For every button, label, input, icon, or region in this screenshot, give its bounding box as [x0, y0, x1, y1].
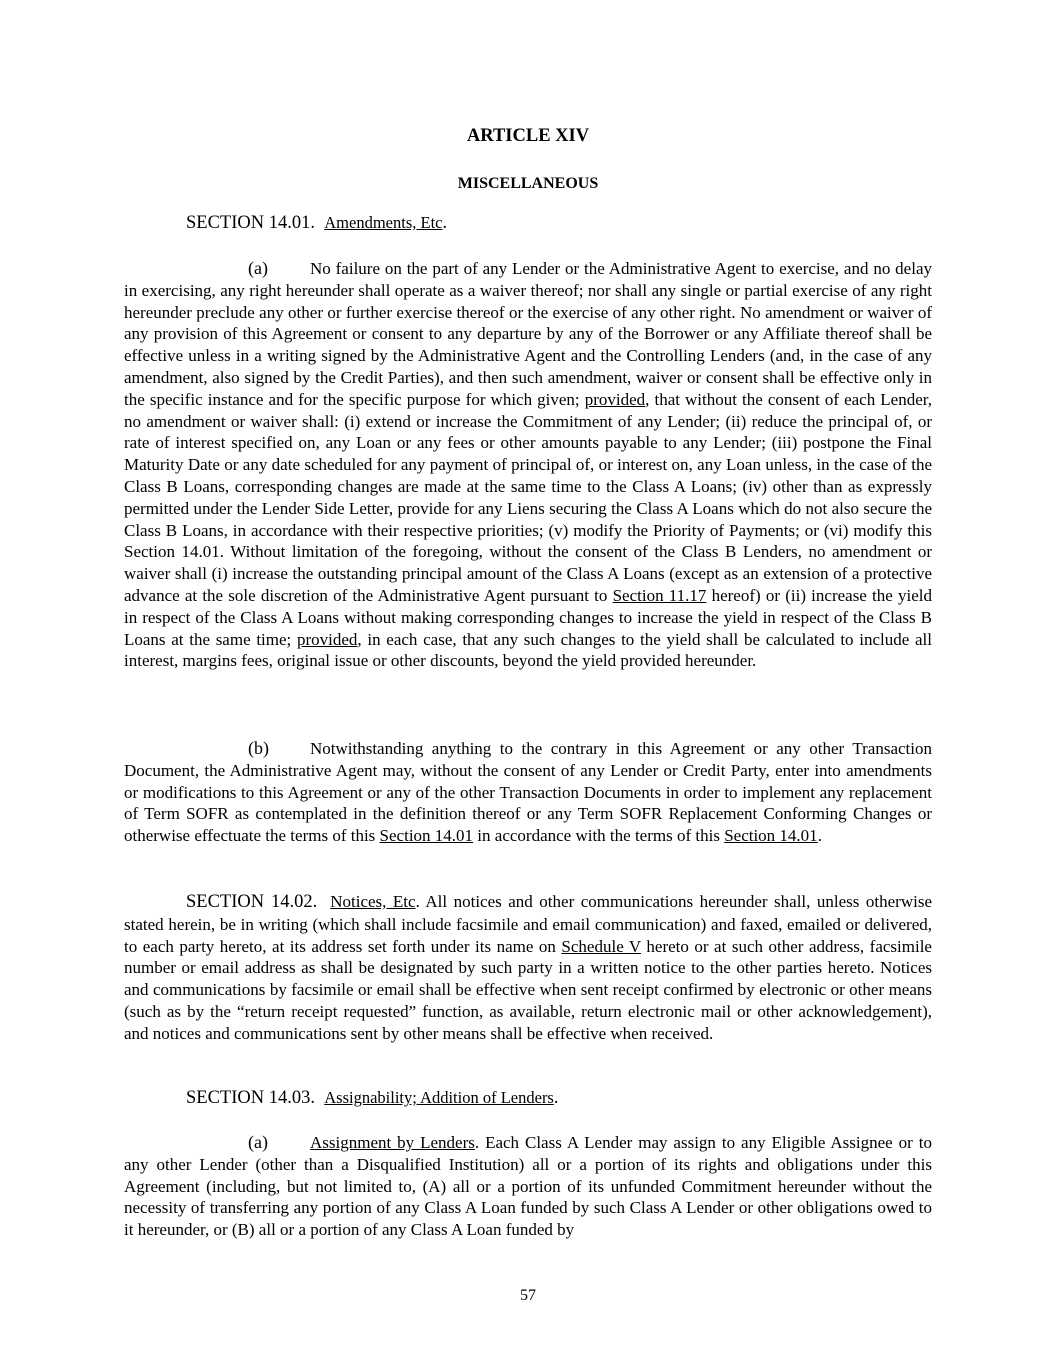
section-number: SECTION 14.01.	[186, 213, 315, 233]
document-page	[124, 0, 932, 1365]
paragraph-text: Notwithstanding anything to the contrary in this Agreement or any other Transaction Document, the Administrative Agent may, without the consent of any Lender or Credit Party, enter into amendments or modifications to this Agreement or any of the other Transaction Documents in order to implement any replacement of Term SOFR as contemplated in the definition thereof or any Term SOFR Replacement Conforming Changes or otherwise effectuate the terms of this	[124, 739, 932, 846]
subsection-caption: Assignment by Lenders	[310, 1133, 475, 1152]
section-14-01-a-paragraph	[124, 258, 932, 672]
section-14-03-heading	[186, 1087, 558, 1110]
section-reference: Section 14.01	[379, 826, 474, 846]
provided-term: provided	[584, 389, 646, 409]
paragraph-text: . Each Class A Lender may assign to any Eligible Assignee or to any other Lender (other than a Disqualified Institution) all or a portion of its rights and obligations under this Agreement (including, but not limited to, (A) all or a portion of its unfunded Commitment hereunder without the necessity of transferring any portion of any Class A Loan funded by such Class A Lender or other obligations owed to it hereunder, or (B) all or a portion of any Class A Loan funded by	[124, 1133, 932, 1240]
paragraph-text: hereof) or (ii) increase the yield in respect of the Class A Loans without making corresponding changes to increase the yield in respect of the Class B Loans at the same time;	[124, 585, 932, 649]
paragraph-text: No failure on the part of any Lender or the Administrative Agent to exercise, and no delay in exercising, any right hereunder shall operate as a waiver thereof; nor shall any single or partial exercise of any right hereunder preclude any other or further exercise thereof or the exercise of any other right. No amendment or waiver of any provision of this Agreement or consent to any departure by any of the Borrower or any Affiliate thereof shall be effective unless in a writing signed by the Administrative Agent and the Controlling Lenders (and, in the case of any amendment, also signed by the Credit Parties), and then such amendment, waiver or consent shall be effective only in the specific instance and for the specific purpose for which given;	[124, 259, 932, 409]
subsection-label: (b)	[248, 738, 269, 758]
article-subtitle: MISCELLANEOUS	[457, 175, 599, 192]
page-number: 57	[520, 1287, 536, 1304]
caption-period: .	[553, 1088, 559, 1108]
paragraph-text: .	[817, 826, 822, 846]
paragraph-text: , in each case, that any such changes to the yield shall be calculated to include all interest, margins fees, original issue or other discounts, beyond the yield provided hereunder.	[124, 629, 932, 671]
provided-term: provided	[296, 629, 358, 649]
caption-period: .	[415, 892, 420, 911]
paragraph-text: All notices and other communications hereunder shall, unless otherwise stated herein, be in writing (which shall include facsimile and email communication) and faxed, emailed or delivered, to each party hereto, at its address set forth under its name on	[124, 892, 932, 956]
section-caption: Notices, Etc	[330, 892, 416, 911]
paragraph-text: in accordance with the terms of this	[473, 826, 725, 846]
section-14-02-paragraph	[124, 891, 932, 1045]
section-14-03-a-paragraph	[124, 1132, 932, 1241]
section-14-01-b-paragraph	[124, 738, 932, 847]
subsection-label: (a)	[248, 1132, 268, 1152]
section-reference: Section 14.01	[724, 826, 818, 846]
section-caption: Assignability; Addition of Lenders	[324, 1088, 554, 1107]
schedule-reference: Schedule V	[561, 936, 641, 956]
section-14-01-heading	[186, 212, 447, 235]
section-number: SECTION 14.03.	[186, 1088, 315, 1108]
section-number: SECTION 14.02.	[186, 892, 318, 912]
article-title: ARTICLE XIV	[466, 126, 590, 146]
paragraph-text: hereto or at such other address, facsimile number or email address as shall be designated by such party in a written notice to the other parties hereto. Notices and communications by facsimile or email shall be effective when sent receipt confirmed by electronic or other means (such as by the “return receipt requested” function, as available, return electronic mail or other acknowledgement), and notices and communications sent by other means shall be effective when received.	[124, 936, 932, 1043]
subsection-label: (a)	[248, 258, 268, 278]
section-caption: Amendments, Etc	[324, 213, 443, 232]
paragraph-text: , that without the consent of each Lender, no amendment or waiver shall: (i) extend or increase the Commitment of any Lender; (ii) reduce the principal of, or rate of interest specified on, any Loan or any fees or other amounts payable to any Lender; (iii) postpone the Final Maturity Date or any date scheduled for any payment of principal of, or interest on, any Loan unless, in the case of the Class B Loans, corresponding changes are made at the same time to the Class A Loans; (iv) other than as expressly permitted under the Lender Side Letter, provide for any Liens securing the Class A Loans which do not also secure the Class B Loans, in accordance with their respective priorities; (v) modify the Priority of Payments; or (vi) modify this Section 14.01. Without limitation of the foregoing, without the consent of the Class B Lenders, no amendment or waiver shall (i) increase the outstanding principal amount of the Class A Loans (except as an extension of a protective advance at the sole discretion of the Administrative Agent pursuant to	[124, 389, 932, 605]
section-reference: Section 11.17	[612, 585, 707, 605]
caption-period: .	[442, 213, 448, 233]
